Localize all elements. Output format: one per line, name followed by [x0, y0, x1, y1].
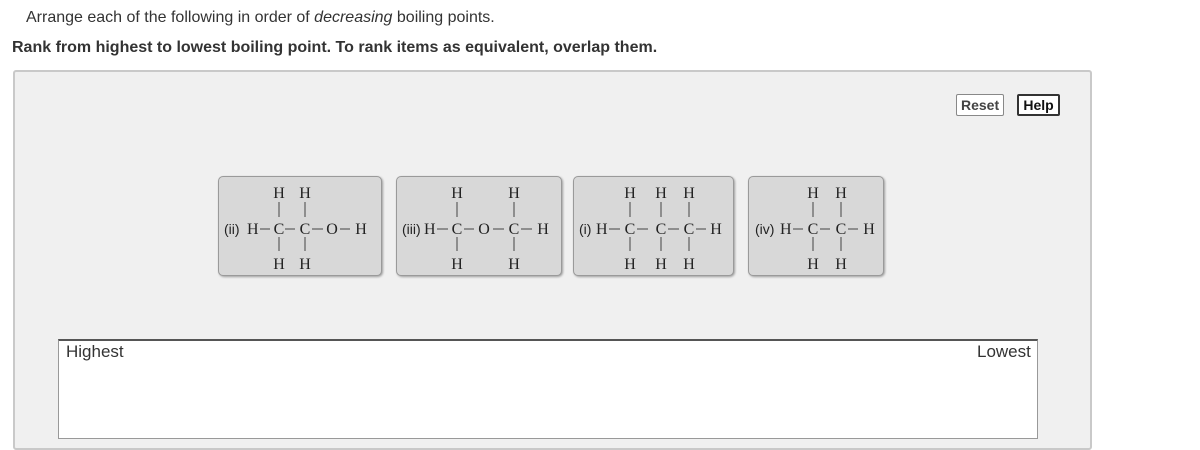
atom-h: H [537, 221, 549, 238]
atom-c: C [807, 221, 819, 238]
atom-h: H [596, 221, 608, 238]
instruction-prefix: Arrange each of the following in order of [26, 9, 315, 26]
atom-h: H [273, 185, 285, 202]
molecule-iv-structure [749, 177, 884, 276]
card-label: (iv) [755, 221, 775, 237]
molecule-i-structure [574, 177, 734, 276]
atom-h: H [624, 256, 636, 273]
help-button[interactable]: Help [1017, 94, 1060, 116]
atom-o: O [326, 221, 338, 238]
card-label: (iii) [402, 221, 421, 237]
atom-c: C [683, 221, 695, 238]
instruction-emphasis: decreasing [314, 9, 393, 26]
instruction-suffix: boiling points. [392, 9, 495, 26]
atom-c: C [624, 221, 636, 238]
ranking-drop-zone[interactable] [58, 339, 1038, 439]
card-molecule-iv[interactable] [748, 176, 884, 276]
card-label: (i) [579, 221, 592, 237]
atom-h: H [807, 185, 819, 202]
atom-h: H [355, 221, 367, 238]
atom-o: O [478, 221, 490, 238]
atom-c: C [299, 221, 311, 238]
atom-h: H [299, 256, 311, 273]
atom-h: H [451, 256, 463, 273]
atom-c: C [451, 221, 463, 238]
atom-h: H [863, 221, 875, 238]
card-molecule-ii[interactable] [218, 176, 382, 276]
molecule-iii-structure [397, 177, 562, 276]
atom-h: H [655, 256, 667, 273]
atom-h: H [780, 221, 792, 238]
atom-h: H [683, 256, 695, 273]
atom-h: H [508, 185, 520, 202]
lowest-label: Lowest [977, 342, 1031, 361]
atom-h: H [710, 221, 722, 238]
atom-h: H [835, 256, 847, 273]
atom-c: C [273, 221, 285, 238]
atom-h: H [299, 185, 311, 202]
atom-h: H [683, 185, 695, 202]
reset-button[interactable]: Reset [956, 94, 1004, 116]
rank-instruction: Rank from highest to lowest boiling point. To rank items as equivalent, overlap them. [12, 39, 658, 56]
card-molecule-iii[interactable] [396, 176, 562, 276]
card-label: (ii) [224, 221, 240, 237]
card-molecule-i[interactable] [573, 176, 734, 276]
atom-h: H [655, 185, 667, 202]
atom-h: H [451, 185, 463, 202]
question-instruction [26, 9, 495, 27]
highest-label: Highest [66, 342, 124, 361]
atom-h: H [807, 256, 819, 273]
molecule-ii-structure [219, 177, 382, 276]
atom-h: H [508, 256, 520, 273]
atom-h: H [835, 185, 847, 202]
atom-c: C [655, 221, 667, 238]
atom-c: C [835, 221, 847, 238]
atom-c: C [508, 221, 520, 238]
atom-h: H [424, 221, 436, 238]
atom-h: H [247, 221, 259, 238]
atom-h: H [273, 256, 285, 273]
atom-h: H [624, 185, 636, 202]
